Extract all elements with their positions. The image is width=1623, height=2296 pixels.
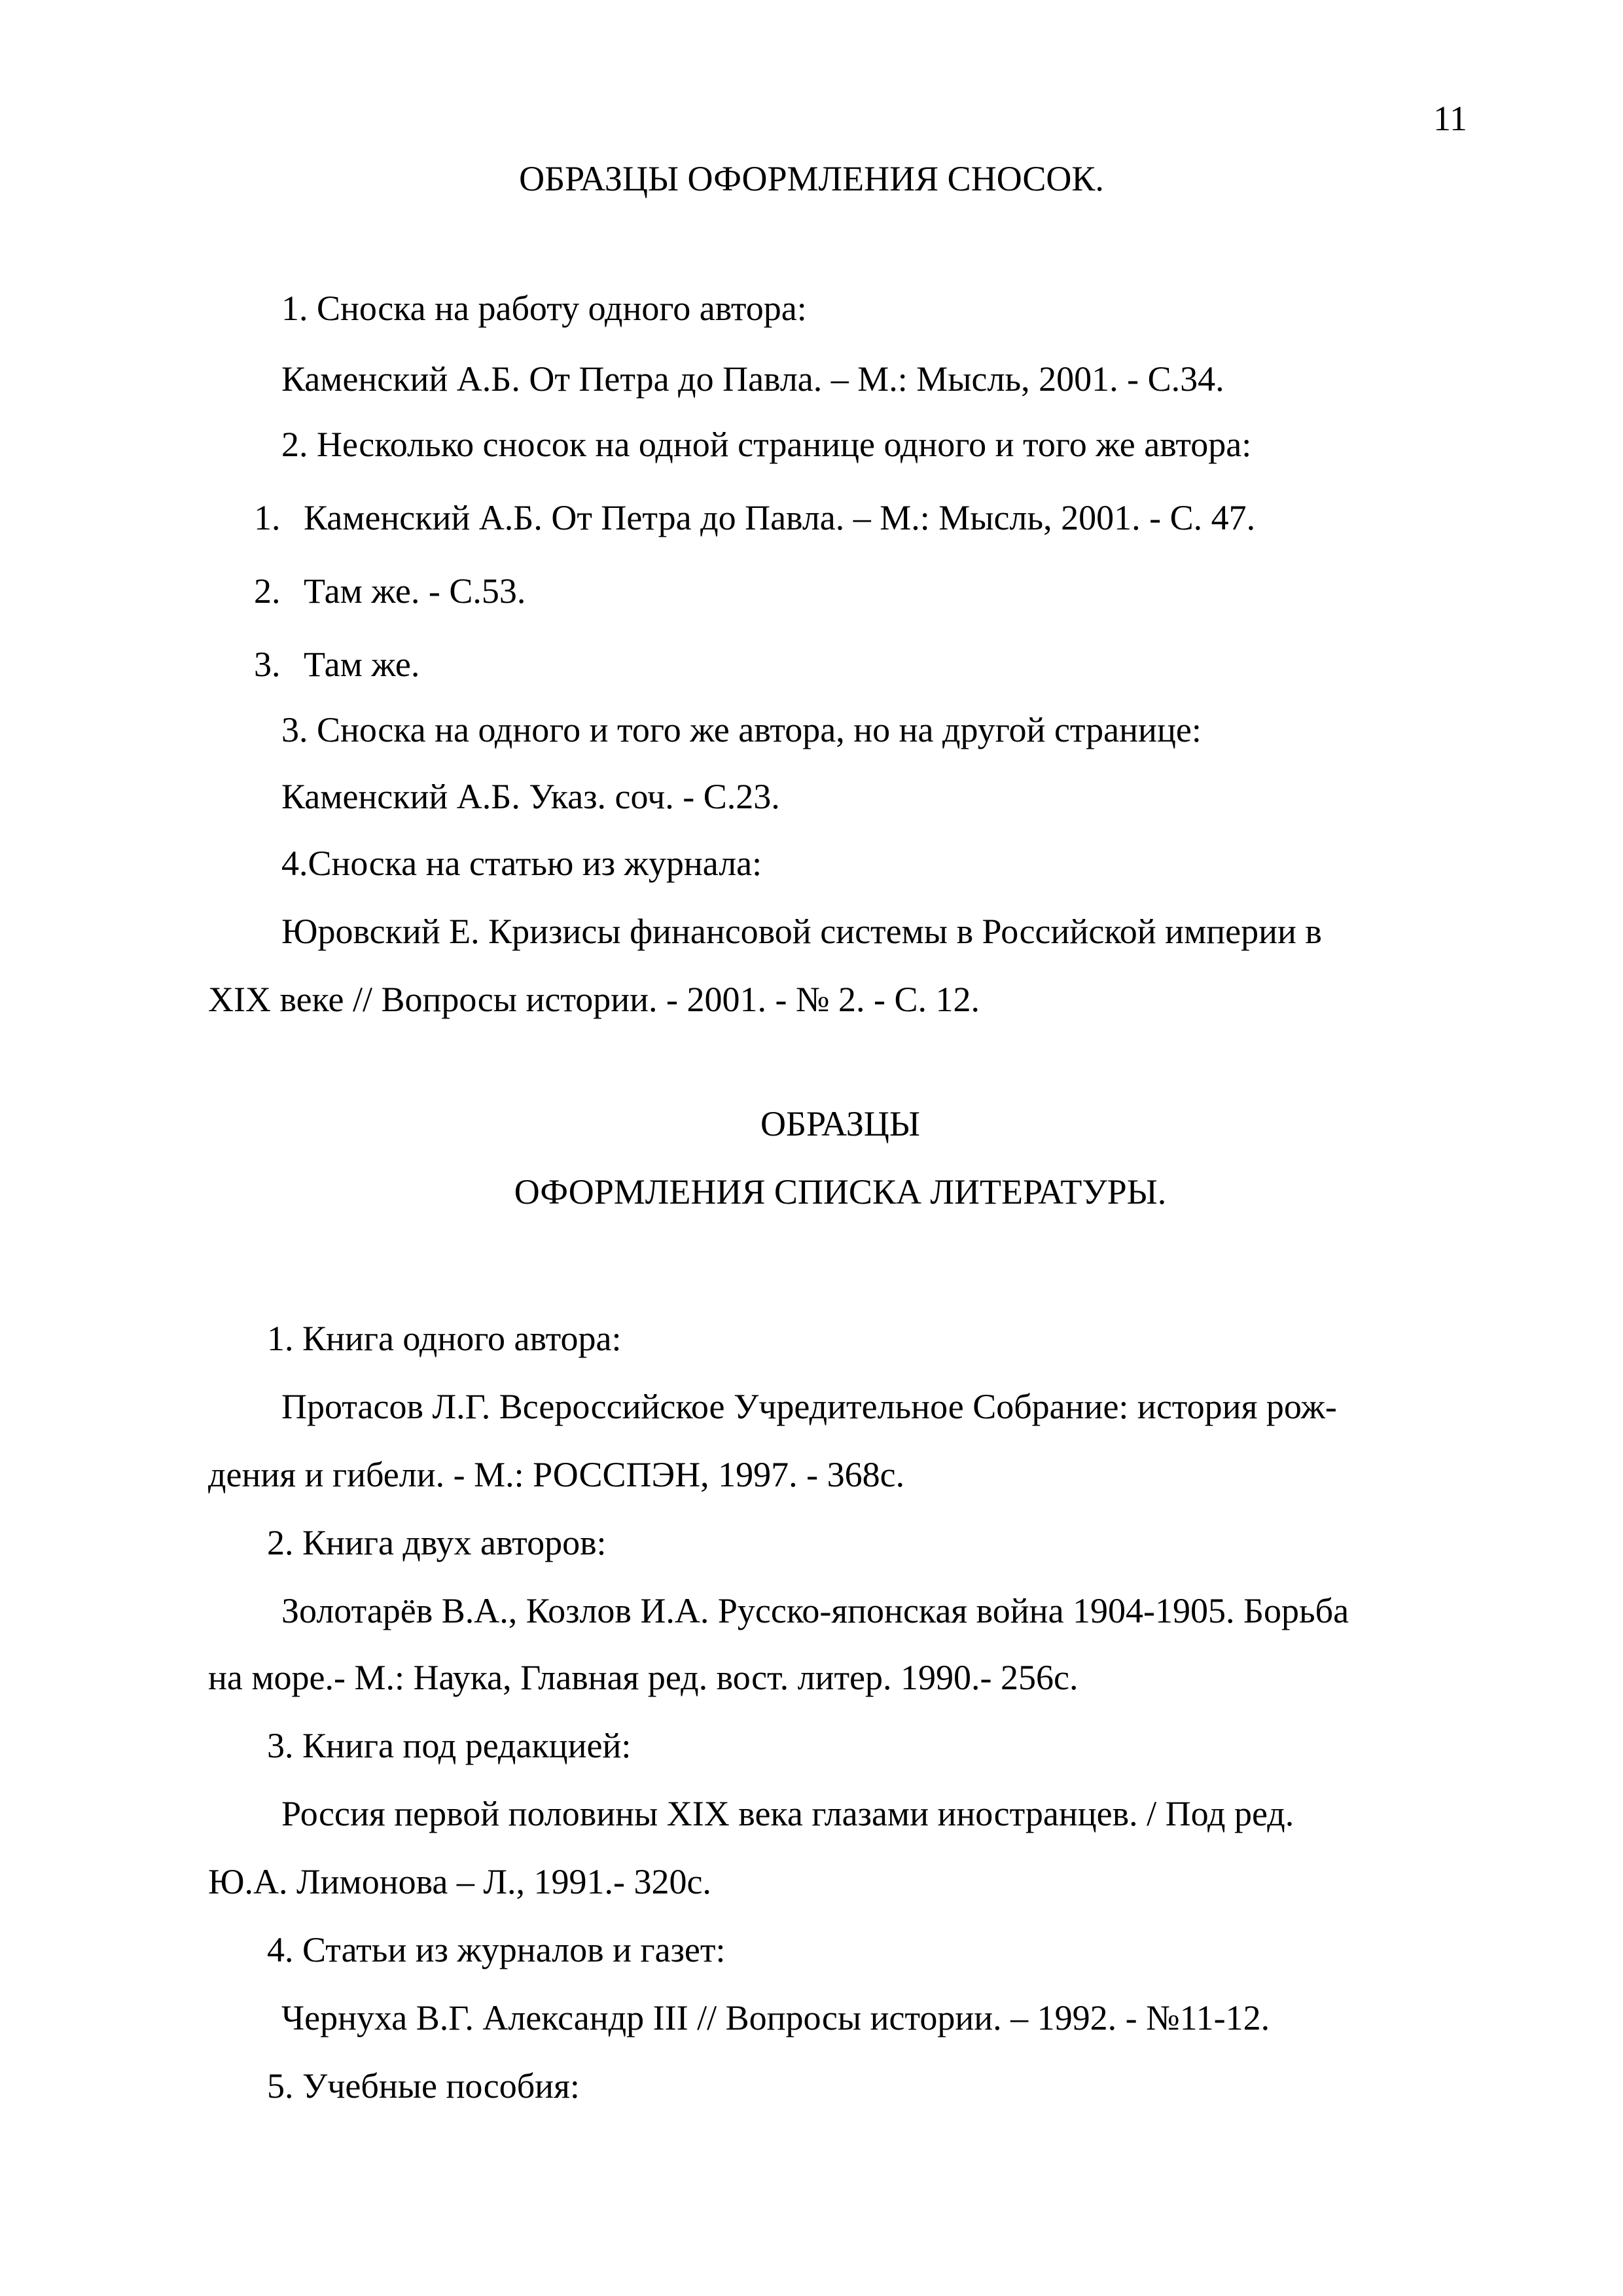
bibliography-item5-heading: 5. Учебные пособия: [267,2066,580,2106]
bibliography-item3-example-line1: Россия первой половины XIX века глазами иностранцев. / Под ред. [281,1794,1294,1833]
footnote-item4-heading: 4.Сноска на статью из журнала: [281,844,762,883]
bibliography-item3-heading: 3. Книга под редакцией: [267,1726,632,1765]
list-number: 2. [254,571,281,611]
list-number: 1. [254,498,281,537]
bibliography-item4-heading: 4. Статьи из журналов и газет: [267,1930,726,1969]
bibliography-item1-example-line1: Протасов Л.Г. Всероссийское Учредительное Собрание: история рож- [281,1387,1337,1426]
footnotes-title: ОБРАЗЦЫ ОФОРМЛЕНИЯ СНОСОК. [519,159,1104,198]
footnote-item1-heading: 1. Сноска на работу одного автора: [281,289,807,328]
list-text: Там же. [304,645,420,684]
list-text: Каменский А.Б. От Петра до Павла. – М.: Мысль, 2001. - С. 47. [304,498,1256,537]
footnote-list-item [254,496,1255,539]
bibliography-title-line1: ОБРАЗЦЫ [760,1104,920,1143]
bibliography-item3-example-line2: Ю.А. Лимонова – Л., 1991.- 320с. [208,1862,711,1901]
bibliography-item2-example-line2: на море.- М.: Наука, Главная ред. вост. литер. 1990.- 256с. [208,1658,1079,1697]
footnote-list-item [254,643,419,686]
bibliography-item1-heading: 1. Книга одного автора: [267,1319,622,1358]
bibliography-item4-example: Чернуха В.Г. Александр III // Вопросы истории. – 1992. - №11-12. [281,1998,1270,2037]
footnote-item3-heading: 3. Сноска на одного и того же автора, но на другой странице: [281,710,1202,749]
bibliography-title-line2: ОФОРМЛЕНИЯ СПИСКА ЛИТЕРАТУРЫ. [514,1172,1167,1211]
list-text: Там же. - С.53. [304,571,526,611]
footnote-item4-example-line2: XIX веке // Вопросы истории. - 2001. - № 2. - С. 12. [208,980,980,1019]
footnote-item1-example: Каменский А.Б. От Петра до Павла. – М.: Мысль, 2001. - С.34. [281,359,1224,399]
page-number: 11 [1433,99,1467,138]
bibliography-item2-heading: 2. Книга двух авторов: [267,1523,607,1562]
footnote-item2-heading: 2. Несколько сносок на одной странице одного и того же автора: [281,425,1252,464]
footnote-item4-example-line1: Юровский Е. Кризисы финансовой системы в Российской империи в [281,912,1322,951]
footnote-item3-example: Каменский А.Б. Указ. соч. - С.23. [281,777,780,816]
bibliography-item1-example-line2: дения и гибели. - М.: РОССПЭН, 1997. - 368с. [208,1455,905,1494]
bibliography-item2-example-line1: Золотарёв В.А., Козлов И.А. Русско-японская война 1904-1905. Борьба [281,1591,1349,1630]
footnote-list-item [254,569,526,613]
list-number: 3. [254,645,281,684]
